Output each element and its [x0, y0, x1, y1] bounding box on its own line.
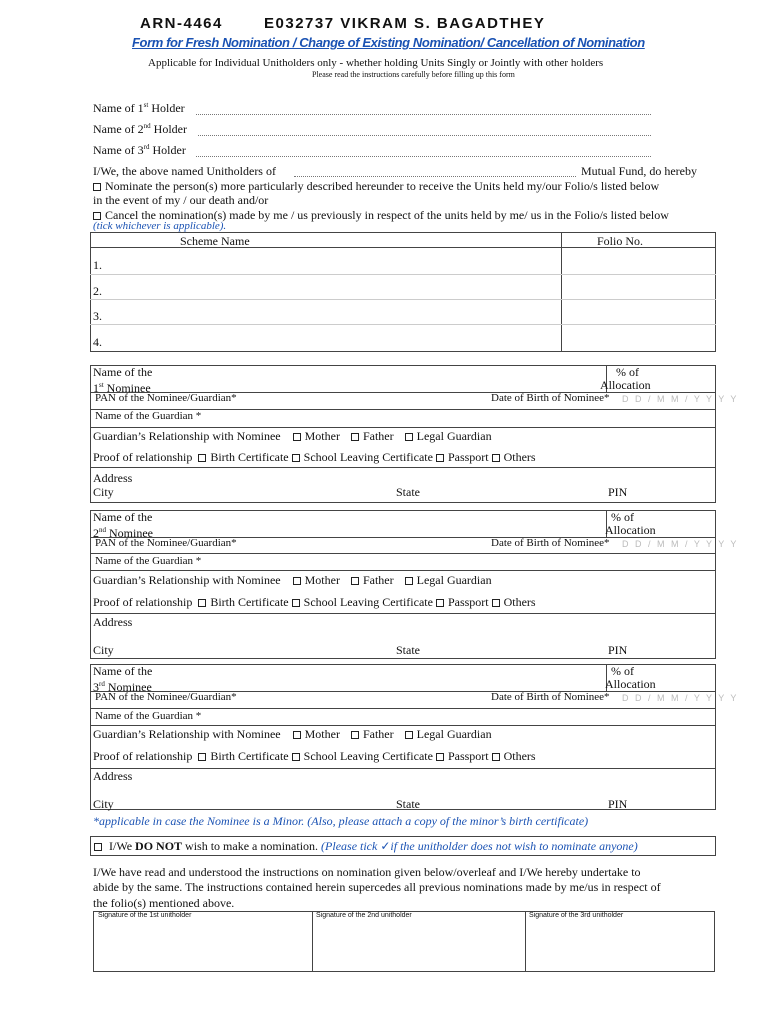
no-nomination-option[interactable]: I/We DO NOT wish to make a nomination. (Please tick ✓if the unitholder does not wish to nominate anyone): [94, 839, 638, 854]
nominee-3-state[interactable]: State: [396, 797, 420, 811]
nominate-checkbox[interactable]: [93, 183, 101, 191]
nominee-3-others-checkbox[interactable]: [492, 753, 500, 761]
divider: [90, 725, 716, 726]
scheme-row-line: [90, 299, 716, 300]
nominee-1-legal-checkbox[interactable]: [405, 433, 413, 441]
nominee-1-state[interactable]: State: [396, 485, 420, 499]
nominee-2-birth-checkbox[interactable]: [198, 599, 206, 607]
nominee-2-dob-field[interactable]: D D / M M / Y Y Y Y: [622, 539, 739, 549]
divider: [90, 553, 716, 554]
instructions-note: Please read the instructions carefully before filling up this form: [312, 70, 515, 79]
divider: [90, 427, 716, 428]
nominee-1-school-checkbox[interactable]: [292, 454, 300, 462]
nominee-3-dob-label: Date of Birth of Nominee*: [491, 691, 610, 703]
nominee-1-pan[interactable]: PAN of the Nominee/Guardian*: [95, 392, 237, 404]
folio-header: Folio No.: [597, 234, 644, 248]
signature-box: [93, 911, 715, 972]
declaration-suffix: Mutual Fund, do hereby: [581, 164, 697, 178]
nominee-1-guardian-name[interactable]: Name of the Guardian *: [95, 410, 202, 422]
scheme-name-header: Scheme Name: [180, 234, 250, 248]
divider: [90, 708, 716, 709]
nominee-3-city[interactable]: City: [93, 797, 114, 811]
nominee-3-pin[interactable]: PIN: [608, 797, 628, 811]
nominee-3-school-checkbox[interactable]: [292, 753, 300, 761]
nominee-2-pin[interactable]: PIN: [608, 643, 628, 657]
nominate-option[interactable]: Nominate the person(s) more particularly described hereunder to receive the Units held my/our Folio/s listed below: [93, 179, 659, 194]
nominee-2-relationship: Guardian’s Relationship with Nominee Mother Father Legal Guardian: [93, 573, 492, 587]
scheme-row-2[interactable]: 2.: [93, 284, 102, 298]
signature-2-label[interactable]: Signature of the 2nd unitholder: [316, 912, 412, 919]
holder-1-label: Name of 1st Holder: [93, 101, 185, 115]
nominee-2-state[interactable]: State: [396, 643, 420, 657]
undertaking-line-2: abide by the same. The instructions contained herein supercedes all previous nominations made by me/us in respect of: [93, 880, 661, 894]
nominee-1-dob-field[interactable]: D D / M M / Y Y Y Y: [622, 394, 739, 404]
scheme-table-divider: [561, 232, 562, 352]
nominate-line2: in the event of my / our death and/or: [93, 193, 269, 207]
nominee-3-name-label[interactable]: Name of the 3rd Nominee: [93, 664, 153, 694]
divider: [312, 911, 313, 972]
nominee-3-dob-field[interactable]: D D / M M / Y Y Y Y: [622, 693, 739, 703]
cancel-option[interactable]: Cancel the nomination(s) made by me / us previously in respect of the units held by me/ us in the Folio/s listed below: [93, 208, 669, 223]
nominee-2-city[interactable]: City: [93, 643, 114, 657]
checkmark-icon: ✓: [380, 839, 391, 853]
scheme-row-line: [90, 274, 716, 275]
holder-3-field[interactable]: [196, 156, 651, 157]
nominee-2-guardian-name[interactable]: Name of the Guardian *: [95, 555, 202, 567]
nominee-1-father-checkbox[interactable]: [351, 433, 359, 441]
nominee-1-birth-checkbox[interactable]: [198, 454, 206, 462]
nominee-3-allocation[interactable]: % of Allocation: [605, 664, 656, 691]
nominee-1-allocation[interactable]: % of Allocation: [600, 365, 651, 392]
nominee-3-relationship: Guardian’s Relationship with Nominee Mother Father Legal Guardian: [93, 727, 492, 741]
divider: [90, 570, 716, 571]
nominee-3-father-checkbox[interactable]: [351, 731, 359, 739]
nominee-2-proof: Proof of relationship Birth Certificate School Leaving Certificate Passport Others: [93, 595, 536, 609]
nominee-3-birth-checkbox[interactable]: [198, 753, 206, 761]
mutual-fund-field[interactable]: [294, 176, 576, 177]
undertaking-line-1: I/We have read and understood the instructions on nomination given below/overleaf and I/We hereby undertake to: [93, 865, 641, 879]
nominee-2-others-checkbox[interactable]: [492, 599, 500, 607]
holder-2-label: Name of 2nd Holder: [93, 122, 187, 136]
scheme-table: [90, 232, 716, 352]
divider: [90, 613, 716, 614]
nominee-1-name-label[interactable]: Name of the 1st Nominee: [93, 365, 153, 395]
nominee-3-proof: Proof of relationship Birth Certificate School Leaving Certificate Passport Others: [93, 749, 536, 763]
nominee-2-mother-checkbox[interactable]: [293, 577, 301, 585]
nominee-2-passport-checkbox[interactable]: [436, 599, 444, 607]
nominee-2-address[interactable]: Address: [93, 615, 133, 629]
nominee-2-name-label[interactable]: Name of the 2nd Nominee: [93, 510, 153, 540]
form-title: Form for Fresh Nomination / Change of Existing Nomination/ Cancellation of Nomination: [132, 35, 645, 50]
tick-note: (tick whichever is applicable).: [93, 220, 227, 232]
nominee-1-dob-label: Date of Birth of Nominee*: [491, 392, 610, 404]
minor-note: *applicable in case the Nominee is a Minor. (Also, please attach a copy of the minor’s birth certificate): [93, 814, 589, 828]
nominee-1-pin[interactable]: PIN: [608, 485, 628, 499]
nominee-3-address[interactable]: Address: [93, 769, 133, 783]
nominee-1-others-checkbox[interactable]: [492, 454, 500, 462]
scheme-row-4[interactable]: 4.: [93, 335, 102, 349]
nominee-1-city[interactable]: City: [93, 485, 114, 499]
nominee-1-proof: Proof of relationship Birth Certificate School Leaving Certificate Passport Others: [93, 450, 536, 464]
nominee-2-dob-label: Date of Birth of Nominee*: [491, 537, 610, 549]
nominee-1-relationship: Guardian’s Relationship with Nominee Mother Father Legal Guardian: [93, 429, 492, 443]
nominee-2-father-checkbox[interactable]: [351, 577, 359, 585]
scheme-row-1[interactable]: 1.: [93, 258, 102, 272]
nominee-2-legal-checkbox[interactable]: [405, 577, 413, 585]
arn-code: ARN-4464: [140, 15, 223, 32]
nominee-3-passport-checkbox[interactable]: [436, 753, 444, 761]
divider: [90, 467, 716, 468]
signature-3-label[interactable]: Signature of the 3rd unitholder: [529, 912, 624, 919]
nominee-1-mother-checkbox[interactable]: [293, 433, 301, 441]
nominee-1-passport-checkbox[interactable]: [436, 454, 444, 462]
holder-3-label: Name of 3rd Holder: [93, 143, 186, 157]
nominee-3-mother-checkbox[interactable]: [293, 731, 301, 739]
holder-2-field[interactable]: [198, 135, 651, 136]
scheme-row-3[interactable]: 3.: [93, 309, 102, 323]
declaration-prefix: I/We, the above named Unitholders of: [93, 164, 276, 178]
nominee-1-address[interactable]: Address: [93, 471, 133, 485]
holder-1-field[interactable]: [196, 114, 651, 115]
undertaking-line-3: the folio(s) mentioned above.: [93, 896, 235, 910]
cancel-checkbox[interactable]: [93, 212, 101, 220]
signature-1-label[interactable]: Signature of the 1st unitholder: [98, 912, 192, 919]
no-nomination-checkbox[interactable]: [94, 843, 102, 851]
nominee-3-pan[interactable]: PAN of the Nominee/Guardian*: [95, 691, 237, 703]
applicable-note: Applicable for Individual Unitholders only - whether holding Units Singly or Jointly with other holders: [148, 57, 604, 69]
nominee-2-allocation[interactable]: % of Allocation: [605, 510, 656, 537]
euin-code: E032737 VIKRAM S. BAGADTHEY: [264, 15, 546, 32]
nominee-3-legal-checkbox[interactable]: [405, 731, 413, 739]
divider: [525, 911, 526, 972]
nominee-2-school-checkbox[interactable]: [292, 599, 300, 607]
nominee-3-guardian-name[interactable]: Name of the Guardian *: [95, 710, 202, 722]
nominee-2-pan[interactable]: PAN of the Nominee/Guardian*: [95, 537, 237, 549]
divider: [90, 768, 716, 769]
scheme-row-line: [90, 324, 716, 325]
